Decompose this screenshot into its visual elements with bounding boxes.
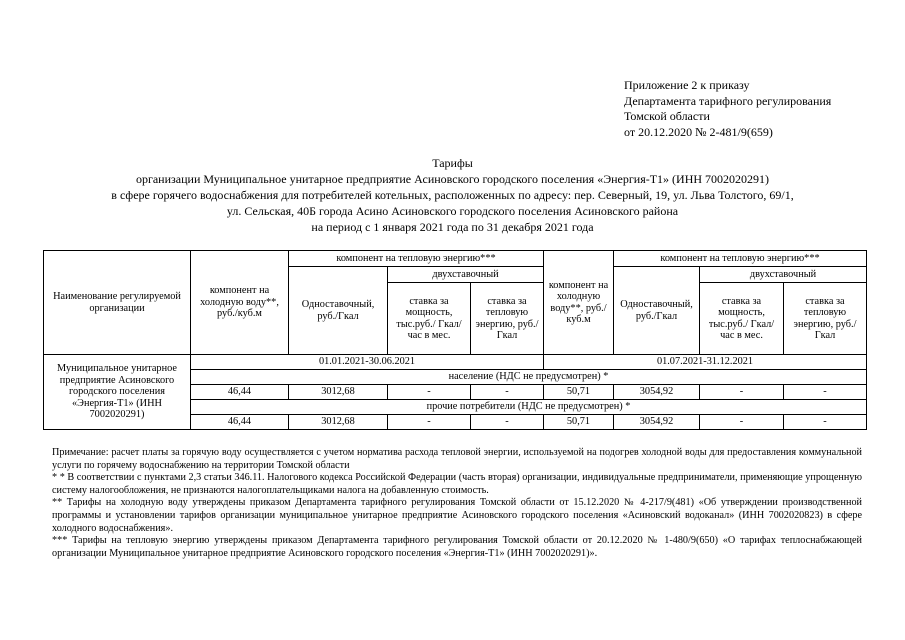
- footnotes: [52, 447, 862, 560]
- single-rate-h2: 3054,92: [614, 415, 700, 430]
- single-rate-h2: 3054,92: [614, 385, 700, 400]
- energy-rate-h2: -: [784, 415, 867, 430]
- cold-rate-h1: 46,44: [191, 385, 289, 400]
- title-heading: Тарифы: [432, 156, 473, 170]
- capacity-rate-h2: -: [700, 415, 784, 430]
- cold-rate-h2: 50,71: [544, 385, 614, 400]
- title-line-4: на период с 1 января 2021 года по 31 декабря 2021 года: [311, 220, 594, 234]
- single-rate-h1: 3012,68: [289, 385, 388, 400]
- header-energy-rate-1: ставка за тепловую энергию, руб./Гкал: [471, 283, 544, 355]
- annex-line-2: Департамента тарифного регулирования: [624, 93, 832, 108]
- note-cold-water: ** Тарифы на холодную воду утверждены приказом Департамента тарифного регулирования Томской области от 15.12.2020 № 4-217/9(481) «Об утверждении производственной программы и установлении тарифов организации муниципальное унитарное предприятие Асиновского городского поселения «Асиновский водоканал» (ИНН 7002020823) в сфере холодного водоснабжения».: [52, 497, 862, 534]
- tariff-table: [43, 250, 867, 430]
- energy-rate-h1: -: [471, 415, 544, 430]
- header-two-rate-1: двухставочный: [388, 267, 544, 283]
- capacity-rate-h2: -: [700, 385, 784, 400]
- title-line-3: ул. Сельская, 40Б города Асино Асиновского городского поселения Асиновского района: [226, 204, 679, 218]
- header-energy-rate-2: ставка за тепловую энергию, руб./Гкал: [784, 283, 867, 355]
- header-single-rate-1: Одноставочный, руб./Гкал: [289, 267, 388, 355]
- cold-rate-h1: 46,44: [191, 415, 289, 430]
- header-heat-component-2: компонент на тепловую энергию***: [614, 251, 867, 267]
- annex-line-1: Приложение 2 к приказу: [624, 78, 750, 92]
- note-general: Примечание: расчет платы за горячую воду осуществляется с учетом норматива расхода тепловой энергии, используемой на подогрев холодной воды для предоставления коммунальной услуги по горячему водоснабжению на территории Томской области: [52, 447, 862, 471]
- single-rate-h1: 3012,68: [289, 415, 388, 430]
- header-two-rate-2: двухставочный: [700, 267, 867, 283]
- cold-rate-h2: 50,71: [544, 415, 614, 430]
- title-line-2: в сфере горячего водоснабжения для потребителей котельных, расположенных по адресу: пер. Северный, 19, ул. Льва Толстого, 69/1,: [111, 188, 794, 202]
- org-name-cell: Муниципальное унитарное предприятие Асиновского городского поселения «Энергия-Т1» (ИНН 7002020291): [44, 355, 191, 430]
- header-heat-component-1: компонент на тепловую энергию***: [289, 251, 544, 267]
- energy-rate-h2: -: [784, 385, 867, 400]
- document-title: [20, 155, 885, 235]
- header-single-rate-2: Одноставочный, руб./Гкал: [614, 267, 700, 355]
- header-cold-component-1: компонент на холодную воду**, руб./куб.м: [191, 251, 289, 355]
- group-other-consumers: прочие потребители (НДС не предусмотрен) *: [191, 400, 867, 415]
- annex-line-4: от 20.12.2020 № 2-481/9(659): [624, 124, 773, 139]
- note-vat: * * В соответствии с пунктами 2,3 статьи 346.11. Налогового кодекса Российской Федерации (часть вторая) организации, индивидуальные предприниматели, применяющие упрощенную систему налогообложения, не признаются налогоплательщиками налога на добавленную стоимость.: [52, 472, 862, 496]
- note-heat-energy: *** Тарифы на тепловую энергию утверждены приказом Департамента тарифного регулирования Томской области от 20.12.2020 № 1-480/9(650) «О тарифах теплоснабжающей организации Муниципальное унитарное предприятие Асиновского городского поселения «Энергия-Т1» (ИНН 7002020291)».: [52, 535, 862, 559]
- header-org-name: Наименование регулируемой организации: [44, 251, 191, 355]
- header-cold-component-2: компонент на холодную воду**, руб./куб.м: [544, 251, 614, 355]
- period-1: 01.01.2021-30.06.2021: [191, 355, 544, 370]
- annex-reference: [624, 78, 831, 140]
- group-population: население (НДС не предусмотрен) *: [191, 370, 867, 385]
- capacity-rate-h1: -: [388, 415, 471, 430]
- title-line-1: организации Муниципальное унитарное предприятие Асиновского городского поселения «Энергия-Т1» (ИНН 7002020291): [135, 172, 770, 186]
- header-capacity-rate-1: ставка за мощность, тыс.руб./ Гкал/час в мес.: [388, 283, 471, 355]
- header-capacity-rate-2: ставка за мощность, тыс.руб./ Гкал/час в мес.: [700, 283, 784, 355]
- capacity-rate-h1: -: [388, 385, 471, 400]
- annex-line-3: Томской области: [624, 109, 710, 123]
- period-2: 01.07.2021-31.12.2021: [544, 355, 867, 370]
- energy-rate-h1: -: [471, 385, 544, 400]
